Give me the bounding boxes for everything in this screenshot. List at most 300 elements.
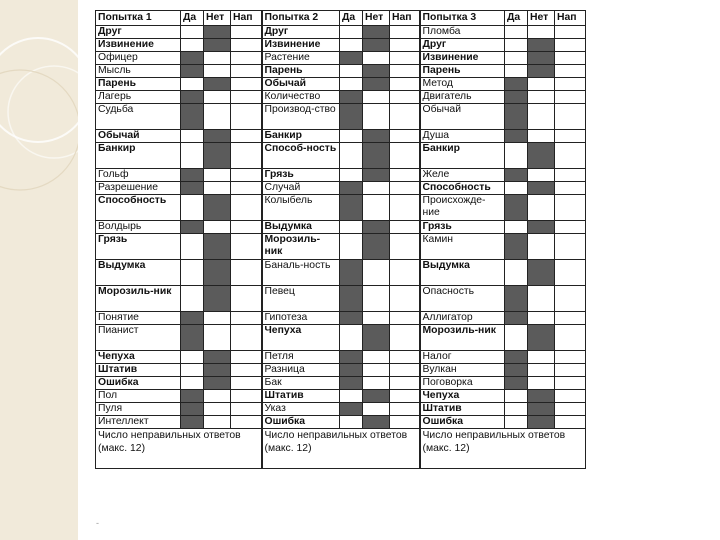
yes-mark-cell — [505, 182, 528, 195]
yes-mark-cell — [181, 351, 204, 364]
skip-mark-cell — [555, 390, 586, 403]
word-test-table — [95, 10, 586, 469]
no-mark-cell — [363, 65, 390, 78]
word-cell-attempt-3: Ошибка — [420, 416, 505, 429]
word-cell-attempt-1: Способность — [96, 195, 181, 221]
yes-mark-cell — [505, 234, 528, 260]
table-row — [96, 221, 586, 234]
no-mark-cell — [528, 39, 555, 52]
word-cell-attempt-3: Чепуха — [420, 390, 505, 403]
yes-mark-cell — [340, 52, 363, 65]
word-cell-attempt-1: Волдырь — [96, 221, 181, 234]
yes-mark-cell — [181, 78, 204, 91]
yes-mark-cell — [340, 182, 363, 195]
word-cell-attempt-2: Случай — [262, 182, 340, 195]
yes-mark-cell — [340, 403, 363, 416]
skip-mark-cell — [231, 39, 262, 52]
word-cell-attempt-3: Двигатель — [420, 91, 505, 104]
word-cell-attempt-2: Морозиль-ник — [262, 234, 340, 260]
skip-mark-cell — [390, 377, 420, 390]
skip-mark-cell — [555, 195, 586, 221]
no-1-header: Нет — [204, 11, 231, 26]
word-cell-attempt-1: Гольф — [96, 169, 181, 182]
no-mark-cell — [363, 325, 390, 351]
skip-mark-cell — [231, 325, 262, 351]
skip-mark-cell — [390, 130, 420, 143]
skip-mark-cell — [390, 65, 420, 78]
no-mark-cell — [204, 286, 231, 312]
table-row — [96, 104, 586, 130]
skip-mark-cell — [390, 182, 420, 195]
word-cell-attempt-1: Пол — [96, 390, 181, 403]
skip-mark-cell — [231, 91, 262, 104]
no-mark-cell — [204, 390, 231, 403]
no-mark-cell — [204, 364, 231, 377]
no-mark-cell — [204, 104, 231, 130]
no-mark-cell — [363, 416, 390, 429]
skip-mark-cell — [555, 325, 586, 351]
skip-mark-cell — [231, 390, 262, 403]
table-row — [96, 403, 586, 416]
word-cell-attempt-3: Штатив — [420, 403, 505, 416]
no-mark-cell — [528, 143, 555, 169]
yes-mark-cell — [340, 234, 363, 260]
skip-mark-cell — [555, 169, 586, 182]
word-cell-attempt-2: Выдумка — [262, 221, 340, 234]
no-mark-cell — [204, 78, 231, 91]
yes-mark-cell — [181, 364, 204, 377]
no-mark-cell — [204, 260, 231, 286]
no-mark-cell — [363, 143, 390, 169]
yes-2-header: Да — [340, 11, 363, 26]
skip-mark-cell — [390, 312, 420, 325]
skip-mark-cell — [390, 26, 420, 39]
no-mark-cell — [363, 130, 390, 143]
table-row — [96, 416, 586, 429]
skip-mark-cell — [390, 390, 420, 403]
yes-mark-cell — [340, 221, 363, 234]
no-mark-cell — [528, 182, 555, 195]
no-mark-cell — [528, 169, 555, 182]
skip-mark-cell — [231, 351, 262, 364]
yes-mark-cell — [505, 26, 528, 39]
skip-mark-cell — [390, 325, 420, 351]
yes-mark-cell — [505, 351, 528, 364]
word-cell-attempt-1: Офицер — [96, 52, 181, 65]
yes-mark-cell — [340, 65, 363, 78]
no-mark-cell — [528, 78, 555, 91]
yes-mark-cell — [505, 130, 528, 143]
yes-mark-cell — [505, 364, 528, 377]
no-mark-cell — [363, 78, 390, 91]
table-row — [96, 26, 586, 39]
word-cell-attempt-2: Способ-ность — [262, 143, 340, 169]
word-cell-attempt-2: Грязь — [262, 169, 340, 182]
skip-mark-cell — [231, 195, 262, 221]
yes-mark-cell — [505, 169, 528, 182]
no-mark-cell — [528, 65, 555, 78]
skip-mark-cell — [555, 65, 586, 78]
no-mark-cell — [204, 312, 231, 325]
word-cell-attempt-2: Банкир — [262, 130, 340, 143]
skip-mark-cell — [231, 143, 262, 169]
footnote: - — [96, 518, 99, 528]
word-cell-attempt-1: Мысль — [96, 65, 181, 78]
no-mark-cell — [204, 416, 231, 429]
yes-mark-cell — [340, 169, 363, 182]
skip-1-header: Нап — [231, 11, 262, 26]
skip-mark-cell — [555, 26, 586, 39]
skip-mark-cell — [231, 104, 262, 130]
skip-mark-cell — [555, 39, 586, 52]
table-row — [96, 52, 586, 65]
skip-mark-cell — [555, 104, 586, 130]
word-cell-attempt-3: Банкир — [420, 143, 505, 169]
yes-mark-cell — [340, 364, 363, 377]
table-row — [96, 364, 586, 377]
table-row — [96, 377, 586, 390]
yes-mark-cell — [505, 195, 528, 221]
skip-mark-cell — [390, 351, 420, 364]
skip-mark-cell — [231, 221, 262, 234]
word-cell-attempt-3: Опасность — [420, 286, 505, 312]
word-cell-attempt-1: Интеллект — [96, 416, 181, 429]
yes-mark-cell — [340, 26, 363, 39]
no-mark-cell — [363, 26, 390, 39]
table-row — [96, 65, 586, 78]
no-mark-cell — [528, 26, 555, 39]
no-mark-cell — [204, 65, 231, 78]
yes-mark-cell — [505, 39, 528, 52]
no-mark-cell — [363, 221, 390, 234]
word-cell-attempt-1: Штатив — [96, 364, 181, 377]
no-mark-cell — [528, 221, 555, 234]
skip-3-header: Нап — [555, 11, 586, 26]
no-mark-cell — [363, 39, 390, 52]
yes-mark-cell — [181, 143, 204, 169]
no-mark-cell — [528, 325, 555, 351]
word-cell-attempt-3: Душа — [420, 130, 505, 143]
yes-mark-cell — [340, 286, 363, 312]
yes-mark-cell — [181, 169, 204, 182]
no-mark-cell — [204, 377, 231, 390]
yes-mark-cell — [505, 65, 528, 78]
yes-mark-cell — [505, 104, 528, 130]
word-cell-attempt-2: Обычай — [262, 78, 340, 91]
no-mark-cell — [204, 39, 231, 52]
word-cell-attempt-1: Разрешение — [96, 182, 181, 195]
skip-mark-cell — [555, 364, 586, 377]
no-mark-cell — [528, 312, 555, 325]
word-cell-attempt-3: Парень — [420, 65, 505, 78]
no-mark-cell — [204, 221, 231, 234]
table-row — [96, 169, 586, 182]
yes-mark-cell — [340, 312, 363, 325]
skip-2-header: Нап — [390, 11, 420, 26]
table-row — [96, 91, 586, 104]
errors-count-cell-attempt-3: Число неправильных ответов (макс. 12) — [420, 429, 586, 469]
yes-mark-cell — [340, 377, 363, 390]
table-row — [96, 312, 586, 325]
yes-mark-cell — [505, 91, 528, 104]
header-row — [96, 11, 586, 26]
table-row — [96, 143, 586, 169]
table-row — [96, 234, 586, 260]
table-row — [96, 39, 586, 52]
yes-mark-cell — [505, 416, 528, 429]
yes-mark-cell — [340, 130, 363, 143]
decorative-sidebar — [0, 0, 78, 540]
table-row — [96, 351, 586, 364]
attempt-3-header: Попытка 3 — [420, 11, 505, 26]
yes-mark-cell — [181, 221, 204, 234]
word-cell-attempt-3: Грязь — [420, 221, 505, 234]
word-cell-attempt-2: Растение — [262, 52, 340, 65]
yes-mark-cell — [340, 78, 363, 91]
no-mark-cell — [204, 130, 231, 143]
yes-mark-cell — [505, 286, 528, 312]
skip-mark-cell — [390, 221, 420, 234]
word-cell-attempt-1: Выдумка — [96, 260, 181, 286]
yes-mark-cell — [181, 234, 204, 260]
skip-mark-cell — [555, 377, 586, 390]
yes-mark-cell — [340, 390, 363, 403]
word-cell-attempt-2: Чепуха — [262, 325, 340, 351]
skip-mark-cell — [231, 234, 262, 260]
word-cell-attempt-1: Грязь — [96, 234, 181, 260]
table-row — [96, 325, 586, 351]
yes-mark-cell — [181, 52, 204, 65]
skip-mark-cell — [231, 169, 262, 182]
no-mark-cell — [363, 182, 390, 195]
no-mark-cell — [363, 286, 390, 312]
word-cell-attempt-1: Морозиль-ник — [96, 286, 181, 312]
yes-mark-cell — [340, 104, 363, 130]
word-cell-attempt-3: Камин — [420, 234, 505, 260]
word-cell-attempt-2: Бак — [262, 377, 340, 390]
word-cell-attempt-3: Налог — [420, 351, 505, 364]
no-mark-cell — [363, 377, 390, 390]
skip-mark-cell — [231, 130, 262, 143]
skip-mark-cell — [390, 52, 420, 65]
yes-mark-cell — [181, 104, 204, 130]
yes-mark-cell — [340, 351, 363, 364]
skip-mark-cell — [231, 312, 262, 325]
skip-mark-cell — [231, 52, 262, 65]
word-cell-attempt-1: Лагерь — [96, 91, 181, 104]
yes-mark-cell — [505, 325, 528, 351]
word-cell-attempt-3: Желе — [420, 169, 505, 182]
yes-mark-cell — [505, 260, 528, 286]
no-mark-cell — [363, 390, 390, 403]
word-cell-attempt-3: Друг — [420, 39, 505, 52]
skip-mark-cell — [390, 364, 420, 377]
skip-mark-cell — [231, 78, 262, 91]
word-cell-attempt-2: Разница — [262, 364, 340, 377]
skip-mark-cell — [390, 416, 420, 429]
no-mark-cell — [528, 286, 555, 312]
table-row — [96, 182, 586, 195]
skip-mark-cell — [555, 416, 586, 429]
word-cell-attempt-2: Друг — [262, 26, 340, 39]
no-mark-cell — [204, 91, 231, 104]
skip-mark-cell — [390, 403, 420, 416]
no-mark-cell — [204, 169, 231, 182]
skip-mark-cell — [555, 130, 586, 143]
no-mark-cell — [363, 312, 390, 325]
no-mark-cell — [204, 234, 231, 260]
word-cell-attempt-1: Судьба — [96, 104, 181, 130]
yes-mark-cell — [505, 403, 528, 416]
no-mark-cell — [204, 143, 231, 169]
no-mark-cell — [363, 403, 390, 416]
word-cell-attempt-3: Выдумка — [420, 260, 505, 286]
no-3-header: Нет — [528, 11, 555, 26]
skip-mark-cell — [555, 221, 586, 234]
skip-mark-cell — [555, 403, 586, 416]
word-cell-attempt-2: Количество — [262, 91, 340, 104]
word-cell-attempt-2: Извинение — [262, 39, 340, 52]
no-mark-cell — [204, 26, 231, 39]
skip-mark-cell — [555, 234, 586, 260]
word-cell-attempt-2: Производ-ство — [262, 104, 340, 130]
word-cell-attempt-1: Друг — [96, 26, 181, 39]
yes-mark-cell — [181, 65, 204, 78]
no-mark-cell — [528, 403, 555, 416]
no-mark-cell — [204, 325, 231, 351]
no-mark-cell — [363, 195, 390, 221]
no-mark-cell — [204, 195, 231, 221]
no-mark-cell — [528, 377, 555, 390]
skip-mark-cell — [390, 143, 420, 169]
no-mark-cell — [363, 351, 390, 364]
no-mark-cell — [363, 91, 390, 104]
skip-mark-cell — [231, 403, 262, 416]
word-cell-attempt-3: Способность — [420, 182, 505, 195]
skip-mark-cell — [231, 377, 262, 390]
word-cell-attempt-1: Пуля — [96, 403, 181, 416]
skip-mark-cell — [390, 104, 420, 130]
word-cell-attempt-3: Пломба — [420, 26, 505, 39]
skip-mark-cell — [390, 91, 420, 104]
table-row — [96, 78, 586, 91]
word-cell-attempt-2: Ошибка — [262, 416, 340, 429]
word-cell-attempt-2: Певец — [262, 286, 340, 312]
no-mark-cell — [363, 260, 390, 286]
word-cell-attempt-2: Баналь-ность — [262, 260, 340, 286]
skip-mark-cell — [555, 182, 586, 195]
table-row — [96, 390, 586, 403]
no-mark-cell — [528, 195, 555, 221]
skip-mark-cell — [555, 286, 586, 312]
skip-mark-cell — [555, 143, 586, 169]
no-mark-cell — [528, 52, 555, 65]
yes-mark-cell — [181, 91, 204, 104]
word-cell-attempt-2: Штатив — [262, 390, 340, 403]
no-mark-cell — [528, 104, 555, 130]
no-mark-cell — [528, 130, 555, 143]
yes-mark-cell — [340, 416, 363, 429]
skip-mark-cell — [231, 260, 262, 286]
word-cell-attempt-1: Чепуха — [96, 351, 181, 364]
word-cell-attempt-2: Парень — [262, 65, 340, 78]
yes-mark-cell — [181, 26, 204, 39]
yes-mark-cell — [340, 143, 363, 169]
table-row — [96, 286, 586, 312]
word-cell-attempt-1: Парень — [96, 78, 181, 91]
skip-mark-cell — [555, 351, 586, 364]
table-row — [96, 195, 586, 221]
skip-mark-cell — [231, 416, 262, 429]
skip-mark-cell — [390, 195, 420, 221]
yes-mark-cell — [505, 78, 528, 91]
yes-mark-cell — [340, 91, 363, 104]
skip-mark-cell — [231, 26, 262, 39]
word-cell-attempt-2: Указ — [262, 403, 340, 416]
word-cell-attempt-3: Морозиль-ник — [420, 325, 505, 351]
errors-count-cell-attempt-2: Число неправильных ответов (макс. 12) — [262, 429, 420, 469]
errors-count-cell-attempt-1: Число неправильных ответов (макс. 12) — [96, 429, 262, 469]
skip-mark-cell — [555, 78, 586, 91]
no-mark-cell — [528, 416, 555, 429]
no-mark-cell — [528, 364, 555, 377]
skip-mark-cell — [390, 234, 420, 260]
yes-mark-cell — [181, 416, 204, 429]
yes-mark-cell — [181, 390, 204, 403]
yes-mark-cell — [340, 325, 363, 351]
skip-mark-cell — [231, 364, 262, 377]
skip-mark-cell — [555, 52, 586, 65]
yes-mark-cell — [181, 130, 204, 143]
word-cell-attempt-2: Петля — [262, 351, 340, 364]
no-mark-cell — [528, 260, 555, 286]
yes-mark-cell — [340, 260, 363, 286]
no-mark-cell — [363, 169, 390, 182]
attempt-2-header: Попытка 2 — [262, 11, 340, 26]
word-cell-attempt-3: Метод — [420, 78, 505, 91]
no-mark-cell — [528, 234, 555, 260]
word-cell-attempt-3: Происхожде-ние — [420, 195, 505, 221]
word-cell-attempt-1: Обычай — [96, 130, 181, 143]
yes-mark-cell — [505, 312, 528, 325]
skip-mark-cell — [390, 286, 420, 312]
skip-mark-cell — [231, 286, 262, 312]
no-mark-cell — [204, 182, 231, 195]
no-mark-cell — [528, 351, 555, 364]
decorative-circles — [0, 0, 78, 540]
word-cell-attempt-1: Ошибка — [96, 377, 181, 390]
skip-mark-cell — [555, 91, 586, 104]
yes-mark-cell — [181, 312, 204, 325]
no-mark-cell — [528, 91, 555, 104]
errors-count-row — [96, 429, 586, 469]
skip-mark-cell — [555, 260, 586, 286]
no-mark-cell — [528, 390, 555, 403]
yes-mark-cell — [181, 377, 204, 390]
yes-mark-cell — [181, 403, 204, 416]
skip-mark-cell — [231, 65, 262, 78]
skip-mark-cell — [390, 78, 420, 91]
no-mark-cell — [204, 403, 231, 416]
word-cell-attempt-1: Понятие — [96, 312, 181, 325]
yes-mark-cell — [505, 52, 528, 65]
yes-mark-cell — [505, 221, 528, 234]
skip-mark-cell — [231, 182, 262, 195]
yes-mark-cell — [181, 325, 204, 351]
yes-mark-cell — [181, 286, 204, 312]
skip-mark-cell — [390, 169, 420, 182]
no-mark-cell — [363, 104, 390, 130]
